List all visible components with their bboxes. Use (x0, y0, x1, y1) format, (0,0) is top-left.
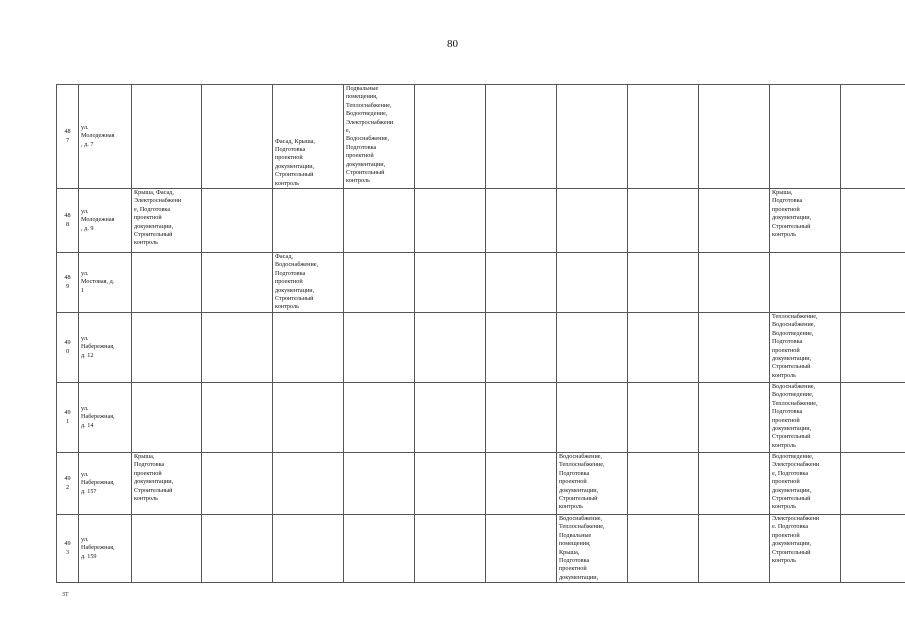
work-cell: Теплоснабжение, Водоснабжение, Водоотведение, Подготовка проектной документации, Строительный контроль (770, 313, 841, 383)
work-cell (273, 515, 344, 583)
work-cell (486, 189, 557, 253)
work-cell (841, 515, 905, 583)
capital-repair-table (56, 84, 905, 583)
work-cell (486, 515, 557, 583)
work-cell (841, 189, 905, 253)
work-cell (699, 383, 770, 453)
work-cell: Водоснабжение, Теплоснабжение, Подвальные помещения, Крыша, Подготовка проектной документации, (557, 515, 628, 583)
work-cell (415, 85, 486, 189)
work-cell (486, 453, 557, 515)
work-cell (132, 85, 202, 189)
footer-mark: ЗТ (62, 592, 69, 598)
work-cell (557, 313, 628, 383)
work-cell: Электроснабжени е. Подготовка проектной документации, Строительный контроль (770, 515, 841, 583)
work-cell (841, 313, 905, 383)
work-cell (132, 253, 202, 313)
address-cell: ул. Набережная, д. 14 (79, 383, 132, 453)
work-cell (202, 253, 273, 313)
work-cell (273, 383, 344, 453)
work-cell (841, 85, 905, 189)
work-cell (699, 189, 770, 253)
work-cell (486, 85, 557, 189)
work-cell (841, 253, 905, 313)
work-cell (344, 515, 415, 583)
work-cell (202, 383, 273, 453)
address-cell: ул. Молодежная , д. 9 (79, 189, 132, 253)
work-cell (628, 515, 699, 583)
work-cell (628, 85, 699, 189)
work-cell (486, 383, 557, 453)
work-cell: Фасад, Водоснабжение, Подготовка проектной документации, Строительный контроль (273, 253, 344, 313)
work-cell (344, 189, 415, 253)
work-cell (202, 85, 273, 189)
table-row (57, 85, 905, 189)
work-cell (699, 313, 770, 383)
address-cell: ул. Набережная, д. 159 (79, 515, 132, 583)
work-cell (202, 313, 273, 383)
work-cell (132, 515, 202, 583)
row-number-cell: 49 0 (57, 313, 79, 383)
work-cell (699, 253, 770, 313)
work-cell (557, 383, 628, 453)
row-number-cell: 48 7 (57, 85, 79, 189)
work-cell (557, 189, 628, 253)
work-cell (132, 313, 202, 383)
work-cell (415, 313, 486, 383)
work-cell (628, 453, 699, 515)
work-cell (699, 515, 770, 583)
table-row (57, 313, 905, 383)
work-cell (770, 85, 841, 189)
work-cell (202, 189, 273, 253)
work-cell: Водоотведение, Электроснабжени е, Подготовка проектной документации, Строительный контроль (770, 453, 841, 515)
row-number-cell: 49 3 (57, 515, 79, 583)
page-number: 80 (447, 38, 458, 50)
address-cell: ул. Мостовая, д. 1 (79, 253, 132, 313)
table-row (57, 189, 905, 253)
address-cell: ул. Набережная, д. 157 (79, 453, 132, 515)
work-cell (415, 453, 486, 515)
work-cell (202, 453, 273, 515)
work-cell (273, 313, 344, 383)
work-cell (273, 453, 344, 515)
row-number-cell: 49 2 (57, 453, 79, 515)
work-cell (344, 313, 415, 383)
work-cell (344, 383, 415, 453)
work-cell (273, 189, 344, 253)
address-cell: ул. Набережная, д. 12 (79, 313, 132, 383)
table-row (57, 253, 905, 313)
table-row (57, 453, 905, 515)
work-cell (415, 515, 486, 583)
work-cell: Водоснабжение, Теплоснабжение, Подготовка проектной документации, Строительный контроль (557, 453, 628, 515)
row-number-cell: 48 8 (57, 189, 79, 253)
row-number-cell: 48 9 (57, 253, 79, 313)
work-cell (486, 253, 557, 313)
work-cell (628, 253, 699, 313)
work-cell (841, 383, 905, 453)
work-cell (770, 253, 841, 313)
table-row (57, 383, 905, 453)
work-cell: Крыша, Подготовка проектной документации, Строительный контроль (770, 189, 841, 253)
work-cell: Крыша, Подготовка проектной документации, Строительный контроль (132, 453, 202, 515)
work-cell: Подвальные помещения, Теплоснабжение, Водоотведение, Электроснабжени е, Водоснабжение, Подготовка проектной документации, Строительный контроль (344, 85, 415, 189)
work-cell (202, 515, 273, 583)
work-cell (557, 253, 628, 313)
work-cell (415, 383, 486, 453)
work-cell (486, 313, 557, 383)
work-cell (132, 383, 202, 453)
work-cell (628, 189, 699, 253)
row-number-cell: 49 1 (57, 383, 79, 453)
work-cell (557, 85, 628, 189)
work-cell (841, 453, 905, 515)
address-cell: ул. Молодежная , д. 7 (79, 85, 132, 189)
work-cell (415, 253, 486, 313)
work-cell: Фасад, Крыша, Подготовка проектной документации, Строительный контроль (273, 85, 344, 189)
work-cell: Водоснабжение, Водоотведение, Теплоснабжение, Подготовка проектной документации, Строительный контроль (770, 383, 841, 453)
work-cell: Крыша, Фасад, Электроснабжени е, Подготовка проектной документации, Строительный контроль (132, 189, 202, 253)
work-cell (699, 85, 770, 189)
work-cell (628, 383, 699, 453)
table-row (57, 515, 905, 583)
work-cell (344, 253, 415, 313)
work-cell (628, 313, 699, 383)
work-cell (415, 189, 486, 253)
work-cell (344, 453, 415, 515)
work-cell (699, 453, 770, 515)
